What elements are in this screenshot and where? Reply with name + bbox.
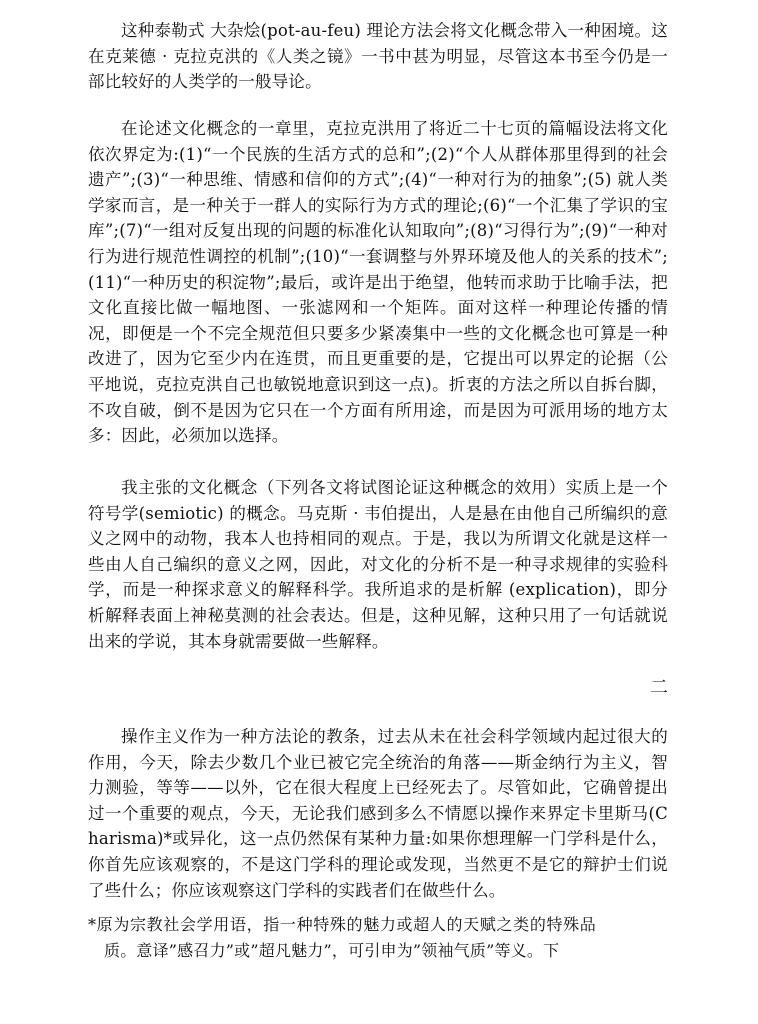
paragraph-2: 在论述文化概念的一章里，克拉克洪用了将近二十七页的篇幅设法将文化依次界定为:(1)“一个民族的生活方式的总和”;(2)“个人从群体那里得到的社会遗产”;(3)“一种思维、情感和信仰的方式”;(4)“一种对行为的抽象”;(5) 就人类学家而言，是一种关于一群人的实际行为方式的理论;(6)“一个汇集了学识的宝库”;(7)“一组对反复出现的问题的标准化认知取向”;(8)“习得行为”;(9)“一种对行为进行规范性调控的机制”;(10)“一套调整与外界环境及他人的关系的技术”;(11)“一种历史的积淀物”;最后，或许是出于绝望，他转而求助于比喻手法，把文化直接比做一幅地图、一张滤网和一个矩阵。面对这样一种理论传播的情况，即便是一个不完全规范但只要多少紧凑集中一些的文化概念也可算是一种改进了，因为它至少内在连贯，而且更重要的是，它提出可以界定的论据（公平地说，克拉克洪自己也敏锐地意识到这一点)。折衷的方法之所以自拆台脚，不攻自破，倒不是因为它只在一个方面有所用途，而是因为可派用场的地方太多：因此，必须加以选择。 bbox=[88, 119, 668, 446]
paragraph-3: 我主张的文化概念（下列各文将试图论证这种概念的效用）实质上是一个符号学(semiotic) 的概念。马克斯 · 韦伯提出，人是悬在由他自己所编织的意义之网中的动物，我本人也持相同的观点。于是，我以为所谓文化就是这样一些由人自己编织的意义之网，因此，对文化的分析不是一种寻求规律的实验科学，而是一种探求意义的解释科学。我所追求的是析解 (explication)，即分析解释表面上神秘莫测的社会表达。但是，这种见解，这种只用了一句话就说出来的学说，其本身就需要做一些解释。 bbox=[88, 478, 668, 651]
section-number: 二 bbox=[650, 677, 668, 698]
paragraph-1: 这种泰勒式 大杂烩(pot-au-feu) 理论方法会将文化概念带入一种困境。这在克莱德 · 克拉克洪的《人类之镜》一书中甚为明显，尽管这本书至今仍是一部比较好的人类学的一般导论。 bbox=[88, 21, 668, 92]
footnote: *原为宗教社会学用语，指一种特殊的魅力或超人的天赋之类的特殊品质。意译”感召力”或”超凡魅力”，可引申为”领袖气质”等义。下 bbox=[88, 915, 596, 960]
paragraph-4: 操作主义作为一种方法论的教条，过去从未在社会科学领域内起过很大的作用，今天，除去少数几个业已被它完全统治的角落——斯金纳行为主义，智力测验，等等——以外，它在很大程度上已经死去了。尽管如此，它确曾提出过一个重要的观点，今天，无论我们感到多么不情愿以操作来界定卡里斯马(Charisma)*或异化，这一点仍然保有某种力量:如果你想理解一门学科是什么，你首先应该观察的，不是这门学科的理论或发现，当然更不是它的辩护士们说了些什么；你应该观察这门学科的实践者们在做些什么。 bbox=[88, 727, 668, 900]
